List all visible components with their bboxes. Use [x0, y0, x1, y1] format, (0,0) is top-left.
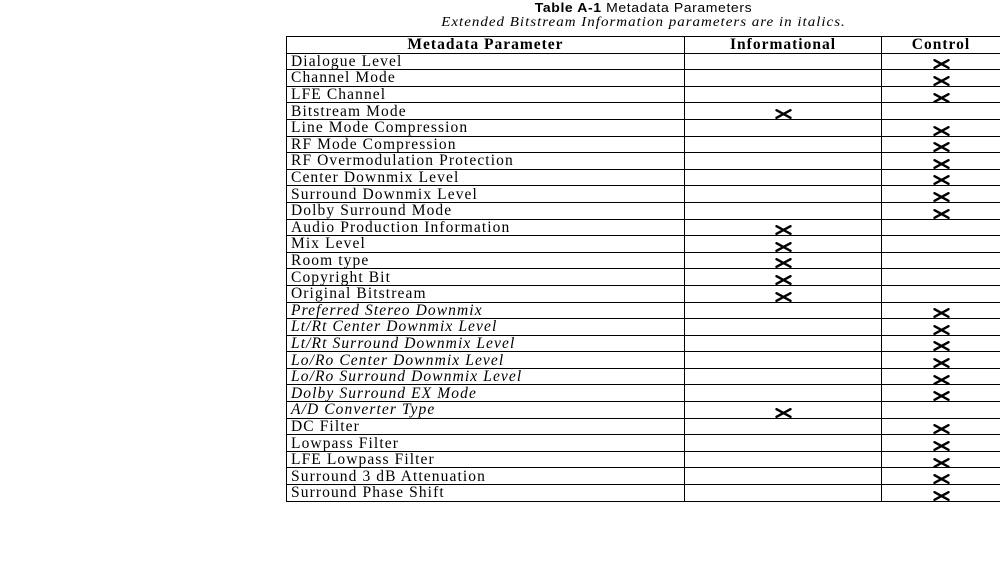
parameter-cell: Lt/Rt Center Downmix Level	[287, 319, 685, 336]
control-cell	[882, 70, 1000, 87]
informational-cell	[685, 451, 882, 468]
x-mark-icon	[933, 306, 950, 316]
control-cell	[882, 302, 1000, 319]
parameter-cell: Dialogue Level	[287, 53, 685, 70]
x-mark-icon	[933, 124, 950, 134]
x-mark-icon	[933, 190, 950, 200]
informational-cell	[685, 236, 882, 253]
x-mark-icon	[775, 256, 792, 266]
parameter-cell: Dolby Surround EX Mode	[287, 385, 685, 402]
x-mark-icon	[775, 406, 792, 416]
control-cell	[882, 385, 1000, 402]
informational-cell	[685, 385, 882, 402]
table-row	[287, 319, 1000, 336]
table-label: Table A-1	[534, 0, 602, 15]
table-title-text: Metadata Parameters	[606, 0, 753, 15]
table-row	[287, 451, 1000, 468]
control-cell	[882, 485, 1000, 502]
table-row	[287, 219, 1000, 236]
control-cell	[882, 319, 1000, 336]
x-mark-icon	[933, 339, 950, 349]
header-control: Control	[882, 37, 1000, 54]
informational-cell	[685, 402, 882, 419]
table-row	[287, 368, 1000, 385]
control-cell	[882, 219, 1000, 236]
informational-cell	[685, 352, 882, 369]
parameter-cell: Preferred Stereo Downmix	[287, 302, 685, 319]
control-cell	[882, 252, 1000, 269]
informational-cell	[685, 186, 882, 203]
parameter-cell: Lowpass Filter	[287, 435, 685, 452]
informational-cell	[685, 153, 882, 170]
control-cell	[882, 119, 1000, 136]
table-caption	[287, 1, 1000, 16]
parameter-cell: Audio Production Information	[287, 219, 685, 236]
control-cell	[882, 269, 1000, 286]
table-row	[287, 269, 1000, 286]
parameter-cell: RF Overmodulation Protection	[287, 153, 685, 170]
informational-cell	[685, 368, 882, 385]
x-mark-icon	[933, 140, 950, 150]
control-cell	[882, 435, 1000, 452]
informational-cell	[685, 219, 882, 236]
table-row	[287, 335, 1000, 352]
table-header-row	[287, 37, 1000, 54]
table-row	[287, 485, 1000, 502]
x-mark-icon	[775, 273, 792, 283]
informational-cell	[685, 468, 882, 485]
informational-cell	[685, 252, 882, 269]
control-cell	[882, 352, 1000, 369]
control-cell	[882, 153, 1000, 170]
control-cell	[882, 451, 1000, 468]
informational-cell	[685, 285, 882, 302]
parameter-cell: LFE Channel	[287, 86, 685, 103]
parameter-cell: Lo/Ro Surround Downmix Level	[287, 368, 685, 385]
informational-cell	[685, 169, 882, 186]
control-cell	[882, 335, 1000, 352]
x-mark-icon	[933, 439, 950, 449]
x-mark-icon	[933, 373, 950, 383]
informational-cell	[685, 418, 882, 435]
table-title	[535, 1, 752, 15]
informational-cell	[685, 202, 882, 219]
x-mark-icon	[933, 57, 950, 67]
table-row	[287, 119, 1000, 136]
control-cell	[882, 86, 1000, 103]
parameter-cell: DC Filter	[287, 418, 685, 435]
parameter-cell: Channel Mode	[287, 70, 685, 87]
table-row	[287, 103, 1000, 120]
control-cell	[882, 103, 1000, 120]
parameter-cell: Lt/Rt Surround Downmix Level	[287, 335, 685, 352]
control-cell	[882, 169, 1000, 186]
parameter-cell: A/D Converter Type	[287, 402, 685, 419]
control-cell	[882, 468, 1000, 485]
table-row	[287, 153, 1000, 170]
control-cell	[882, 402, 1000, 419]
x-mark-icon	[933, 323, 950, 333]
control-cell	[882, 186, 1000, 203]
x-mark-icon	[775, 107, 792, 117]
x-mark-icon	[775, 223, 792, 233]
x-mark-icon	[933, 389, 950, 399]
parameter-cell: Surround Downmix Level	[287, 186, 685, 203]
table-row	[287, 70, 1000, 87]
control-cell	[882, 202, 1000, 219]
parameter-cell: Surround Phase Shift	[287, 485, 685, 502]
header-metadata-parameter: Metadata Parameter	[287, 37, 685, 54]
parameter-cell: Original Bitstream	[287, 285, 685, 302]
control-cell	[882, 236, 1000, 253]
informational-cell	[685, 136, 882, 153]
table-row	[287, 468, 1000, 485]
informational-cell	[685, 53, 882, 70]
informational-cell	[685, 86, 882, 103]
x-mark-icon	[933, 456, 950, 466]
informational-cell	[685, 269, 882, 286]
table-row	[287, 285, 1000, 302]
informational-cell	[685, 119, 882, 136]
table-row	[287, 169, 1000, 186]
informational-cell	[685, 103, 882, 120]
table-row	[287, 435, 1000, 452]
control-cell	[882, 285, 1000, 302]
table-row	[287, 402, 1000, 419]
informational-cell	[685, 70, 882, 87]
parameter-cell: Center Downmix Level	[287, 169, 685, 186]
x-mark-icon	[933, 422, 950, 432]
table-row	[287, 252, 1000, 269]
parameter-cell: Copyright Bit	[287, 269, 685, 286]
x-mark-icon	[775, 290, 792, 300]
parameter-cell: LFE Lowpass Filter	[287, 451, 685, 468]
x-mark-icon	[933, 91, 950, 101]
x-mark-icon	[933, 173, 950, 183]
x-mark-icon	[933, 489, 950, 499]
table-row	[287, 302, 1000, 319]
table-row	[287, 418, 1000, 435]
parameter-cell: Line Mode Compression	[287, 119, 685, 136]
informational-cell	[685, 319, 882, 336]
table-row	[287, 186, 1000, 203]
table-row	[287, 385, 1000, 402]
control-cell	[882, 418, 1000, 435]
parameter-cell: Dolby Surround Mode	[287, 202, 685, 219]
x-mark-icon	[933, 356, 950, 366]
parameter-cell: Mix Level	[287, 236, 685, 253]
parameter-cell: Bitstream Mode	[287, 103, 685, 120]
parameter-cell: RF Mode Compression	[287, 136, 685, 153]
table-row	[287, 53, 1000, 70]
informational-cell	[685, 485, 882, 502]
x-mark-icon	[933, 472, 950, 482]
parameter-cell: Surround 3 dB Attenuation	[287, 468, 685, 485]
parameter-cell: Room type	[287, 252, 685, 269]
control-cell	[882, 53, 1000, 70]
table-row	[287, 86, 1000, 103]
x-mark-icon	[775, 240, 792, 250]
table-body	[287, 53, 1000, 501]
table-row	[287, 202, 1000, 219]
informational-cell	[685, 302, 882, 319]
table-row	[287, 352, 1000, 369]
control-cell	[882, 368, 1000, 385]
metadata-parameters-table	[286, 36, 1000, 502]
header-informational: Informational	[685, 37, 882, 54]
parameter-cell: Lo/Ro Center Downmix Level	[287, 352, 685, 369]
informational-cell	[685, 435, 882, 452]
table-subtitle: Extended Bitstream Information parameters are in italics.	[441, 15, 846, 30]
x-mark-icon	[933, 207, 950, 217]
table-row	[287, 236, 1000, 253]
informational-cell	[685, 335, 882, 352]
x-mark-icon	[933, 74, 950, 84]
control-cell	[882, 136, 1000, 153]
table-row	[287, 136, 1000, 153]
x-mark-icon	[933, 157, 950, 167]
